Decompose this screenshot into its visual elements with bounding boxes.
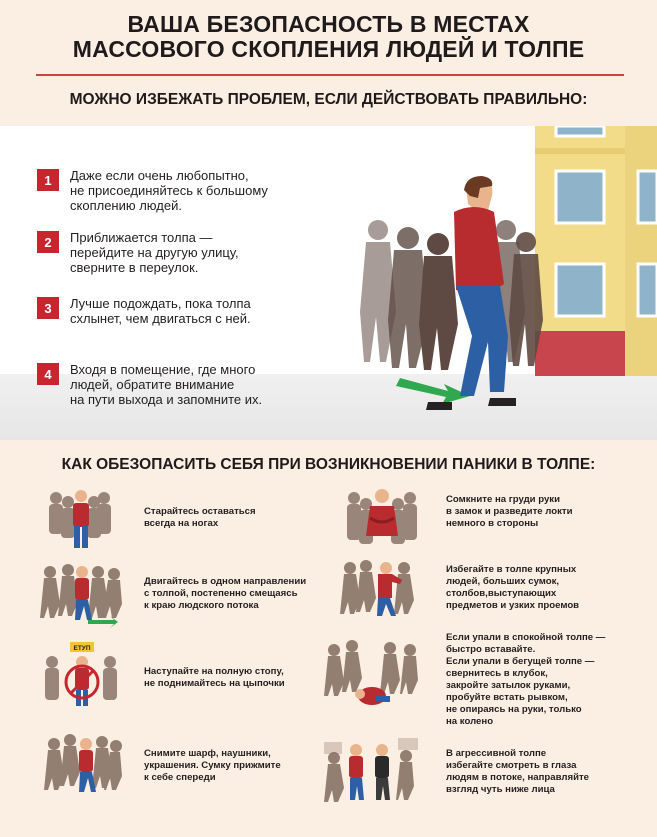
- panic-tip-left-2: [40, 560, 360, 640]
- panic-tip-right-4: [320, 736, 657, 826]
- moving-crowd-icon: [40, 560, 124, 630]
- tip-number-badge: 1: [37, 169, 59, 191]
- crowd-silhouettes-icon: [360, 220, 543, 370]
- aggressive-crowd-icon: [320, 736, 424, 806]
- avoid-obstacles-icon: [340, 556, 424, 626]
- panic-tip-left-4: [40, 730, 360, 810]
- tip-text: Входя в помещение, где много людей, обратите внимание на пути выхода и запомните их.: [70, 362, 263, 407]
- tips-panel: [0, 126, 657, 440]
- standing-person-icon: [40, 484, 124, 554]
- title-divider: [36, 74, 624, 76]
- panic-tip-text: Наступайте на полную стопу, не поднимайтесь на цыпочки: [144, 666, 285, 689]
- panic-heading: КАК ОБЕЗОПАСИТЬ СЕБЯ ПРИ ВОЗНИКНОВЕНИИ ПАНИКИ В ТОЛПЕ:: [61, 456, 596, 473]
- arms-locked-icon: [340, 484, 424, 554]
- panic-tip-right-3: [320, 632, 657, 732]
- panic-tip-text: Двигайтесь в одном направлении с толпой, постепенно смещаясь к краю людского потока: [144, 576, 307, 611]
- tip-number-badge: 4: [37, 363, 59, 385]
- panic-tip-text: Избегайте в толпе крупных людей, больших сумок, столбов,выступающих предметов и узких проемов: [446, 564, 580, 611]
- panic-tip-text: Сомкните на груди руки в замок и разведите локти немного в стороны: [446, 494, 573, 529]
- panic-tip-text: Если упали в спокойной толпе — быстро вставайте. Если упали в бегущей толпе — свернитесь в клубок, закройте затылок руками, пробуйте встать рывком, не опираясь на руки, только на колено: [446, 632, 606, 727]
- tip-number-badge: 2: [37, 231, 59, 253]
- building-icon: [535, 126, 657, 376]
- panic-tip-left-3: [40, 640, 360, 720]
- tip-1: [37, 168, 337, 213]
- tip-number-badge: 3: [37, 297, 59, 319]
- no-tiptoe-icon: [40, 640, 124, 710]
- tip-text: Даже если очень любопытно, не присоединяйтесь к большому скоплению людей.: [70, 168, 268, 213]
- fallen-person-icon: [320, 632, 424, 712]
- panic-tip-right-2: [340, 556, 657, 636]
- tip-2: [37, 230, 337, 275]
- direction-arrow-icon: [396, 378, 470, 404]
- panic-tip-text: Снимите шарф, наушники, украшения. Сумку прижмите к себе спереди: [144, 748, 281, 783]
- panic-tip-text: Старайтесь оставаться всегда на ногах: [144, 506, 256, 529]
- tip-4: [37, 362, 337, 407]
- tip-text: Лучше подождать, пока толпа схлынет, чем двигаться с ней.: [70, 296, 251, 326]
- panic-tip-right-1: [340, 484, 657, 564]
- protest-sign-text: ЕТУП: [73, 645, 91, 652]
- panic-tip-left-1: [40, 484, 360, 564]
- page-title-line2: МАССОВОГО СКОПЛЕНИЯ ЛЮДЕЙ И ТОЛПЕ: [72, 36, 585, 62]
- tip-text: Приближается толпа — перейдите на другую улицу, сверните в переулок.: [70, 230, 239, 275]
- tip-3: [37, 296, 337, 326]
- section-subtitle: МОЖНО ИЗБЕЖАТЬ ПРОБЛЕМ, ЕСЛИ ДЕЙСТВОВАТЬ ПРАВИЛЬНО:: [69, 91, 588, 108]
- page-title-line1: ВАША БЕЗОПАСНОСТЬ В МЕСТАХ: [127, 11, 530, 37]
- crowd-street-illustration: [330, 126, 657, 440]
- scarf-bag-icon: [40, 730, 124, 800]
- page-title: [0, 12, 657, 62]
- panic-tip-text: В агрессивной толпе избегайте смотреть в глаза людям в потоке, направляйте взгляд чуть ниже лица: [446, 748, 590, 795]
